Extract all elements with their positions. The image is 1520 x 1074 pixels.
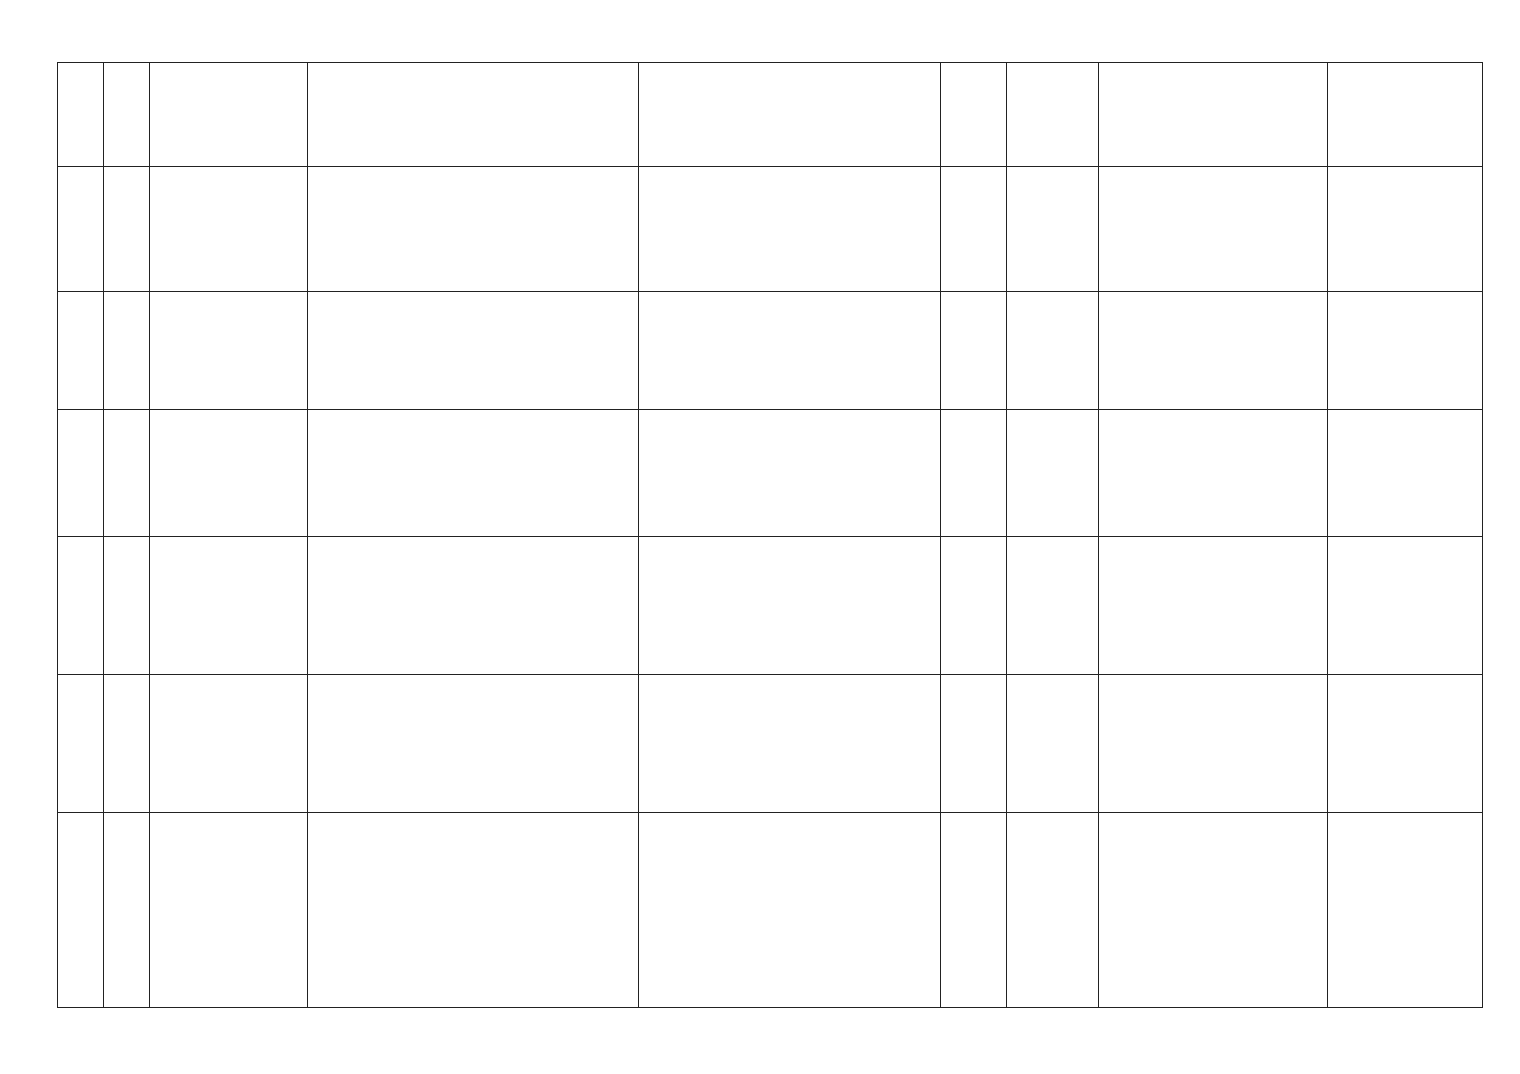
row-time-limit: [941, 675, 1007, 813]
header-col1: [58, 63, 104, 167]
row-item: [150, 410, 308, 537]
row-category: [104, 410, 150, 537]
row-subject: [1007, 537, 1099, 675]
row-content: [308, 292, 639, 410]
row-category: [104, 537, 150, 675]
table-row: [58, 813, 1483, 1008]
row-flags: [1328, 675, 1483, 813]
disclosure-table: [57, 62, 1483, 1008]
row-item: [150, 675, 308, 813]
row-time-limit: [941, 813, 1007, 1008]
row-category: [104, 167, 150, 292]
row-channel: [1099, 167, 1328, 292]
row-subject: [1007, 167, 1099, 292]
row-item: [150, 813, 308, 1008]
row-flags: [1328, 410, 1483, 537]
row-no: [58, 537, 104, 675]
row-content: [308, 167, 639, 292]
header-col5: [639, 63, 941, 167]
row-item: [150, 292, 308, 410]
row-category: [104, 675, 150, 813]
row-subject: [1007, 675, 1099, 813]
row-basis: [639, 292, 941, 410]
row-flags: [1328, 537, 1483, 675]
row-content: [308, 813, 639, 1008]
row-time-limit: [941, 292, 1007, 410]
row-time-limit: [941, 410, 1007, 537]
table-row: [58, 292, 1483, 410]
header-col2: [104, 63, 150, 167]
row-basis: [639, 813, 941, 1008]
header-col6: [941, 63, 1007, 167]
row-basis: [639, 410, 941, 537]
row-item: [150, 537, 308, 675]
row-channel: [1099, 410, 1328, 537]
row-subject: [1007, 292, 1099, 410]
row-channel: [1099, 813, 1328, 1008]
row-subject: [1007, 813, 1099, 1008]
row-basis: [639, 537, 941, 675]
header-col4: [308, 63, 639, 167]
row-item: [150, 167, 308, 292]
row-no: [58, 675, 104, 813]
row-flags: [1328, 813, 1483, 1008]
row-content: [308, 675, 639, 813]
row-basis: [639, 167, 941, 292]
header-row: [58, 63, 1483, 167]
table-row: [58, 675, 1483, 813]
header-flags: [1328, 63, 1483, 167]
row-category: [104, 813, 150, 1008]
header-col3: [150, 63, 308, 167]
row-no: [58, 410, 104, 537]
row-no: [58, 813, 104, 1008]
row-channel: [1099, 675, 1328, 813]
table-row: [58, 410, 1483, 537]
row-no: [58, 167, 104, 292]
row-channel: [1099, 537, 1328, 675]
row-category: [104, 292, 150, 410]
header-col8: [1099, 63, 1328, 167]
row-time-limit: [941, 537, 1007, 675]
table-row: [58, 167, 1483, 292]
row-no: [58, 292, 104, 410]
row-content: [308, 537, 639, 675]
row-subject: [1007, 410, 1099, 537]
row-flags: [1328, 167, 1483, 292]
row-channel: [1099, 292, 1328, 410]
row-flags: [1328, 292, 1483, 410]
row-content: [308, 410, 639, 537]
row-time-limit: [941, 167, 1007, 292]
row-basis: [639, 675, 941, 813]
table-row: [58, 537, 1483, 675]
header-col7: [1007, 63, 1099, 167]
